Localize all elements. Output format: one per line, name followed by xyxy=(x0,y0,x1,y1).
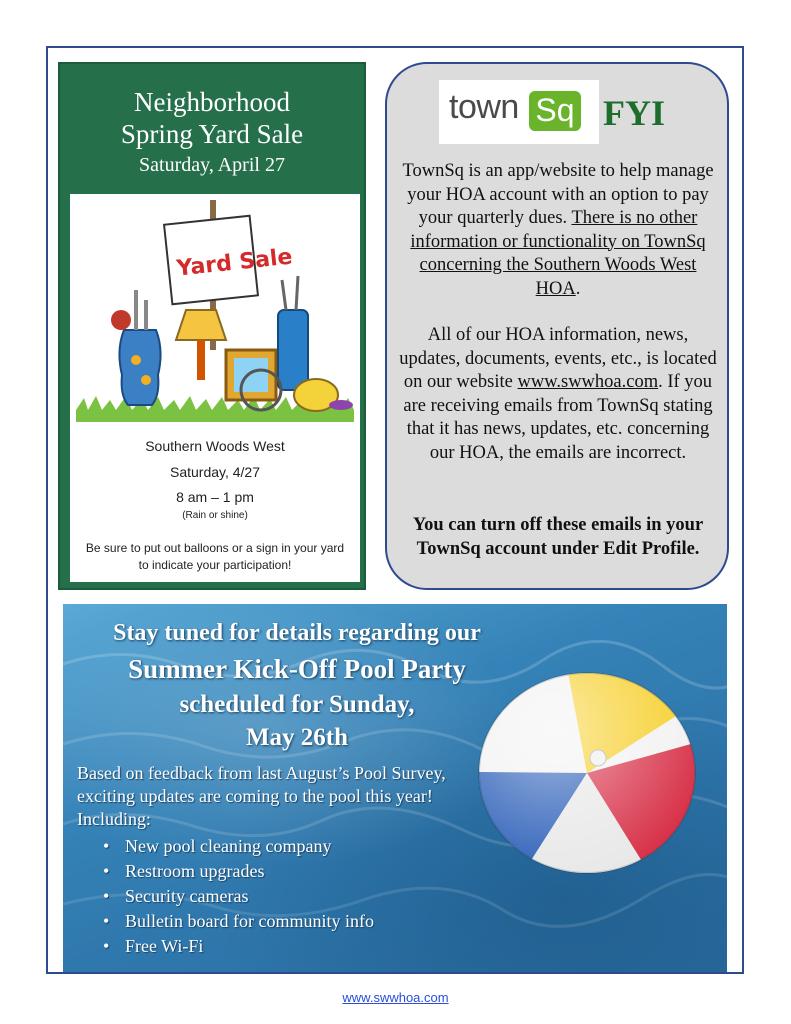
lamp-shade xyxy=(176,310,226,340)
townsq-panel xyxy=(385,62,729,590)
pool-heading-line1: Stay tuned for details regarding our xyxy=(113,620,481,646)
yard-sale-title xyxy=(60,86,364,150)
yard-sale-title-line2: Spring Yard Sale xyxy=(120,119,304,149)
pool-updates-list xyxy=(103,834,374,959)
picture-inner xyxy=(234,358,268,392)
townsq-paragraph-3: You can turn off these emails in your TownSq account under Edit Profile. xyxy=(412,515,704,559)
flyer-day: Saturday, 4/27 xyxy=(169,464,261,480)
golf-bag xyxy=(278,310,308,390)
pool-party-panel xyxy=(63,604,727,972)
flyer-note: Be sure to put out balloons or a sign in your yard to indicate your participation! xyxy=(85,541,345,572)
fyi-heading: FYI xyxy=(603,93,665,133)
golf-club xyxy=(296,276,298,310)
golf-club xyxy=(282,280,286,310)
lamp-base xyxy=(197,340,205,380)
pan xyxy=(329,400,353,410)
townsq-paragraph-1 xyxy=(397,160,719,301)
yard-sale-flyer xyxy=(70,194,360,582)
flyer-community: Southern Woods West xyxy=(145,438,285,454)
flyer-time: 8 am – 1 pm xyxy=(176,489,254,505)
pool-heading-line2: Summer Kick-Off Pool Party xyxy=(128,654,466,684)
list-item: • New pool cleaning company xyxy=(103,834,374,859)
vase-dot xyxy=(131,355,141,365)
vase-dot xyxy=(141,375,151,385)
townsq-logo-text: town xyxy=(449,88,519,126)
townsq-p1-period: . xyxy=(575,278,581,299)
townsq-logo-sq: Sq xyxy=(529,91,581,131)
sign-text: Yard Sale xyxy=(175,244,294,282)
tool-handle xyxy=(134,290,138,330)
yard-sale-date: Saturday, April 27 xyxy=(139,154,285,176)
website-link[interactable]: www.swwhoa.com xyxy=(517,372,659,392)
ball-cap xyxy=(590,750,606,766)
vase-shape xyxy=(119,330,160,405)
yard-sale-illustration xyxy=(76,200,354,422)
toy-ball xyxy=(111,310,131,330)
townsq-p2-rest: . If you are receiving emails from TownSq stating that it has news, updates, etc. concerning our HOA, the emails are incorrect. xyxy=(403,372,713,463)
footer-website-link[interactable]: www.swwhoa.com xyxy=(342,990,449,1005)
flyer-weather: (Rain or shine) xyxy=(182,510,248,521)
yard-sale-title-line1: Neighborhood xyxy=(134,87,290,117)
townsq-paragraph-2 xyxy=(397,324,719,465)
townsq-logo xyxy=(439,80,599,144)
pool-heading-line3: scheduled for Sunday, xyxy=(179,691,415,718)
pool-body-text: Based on feedback from last August’s Pool Survey, exciting updates are coming to the pool this year! Including: xyxy=(77,763,446,829)
townsq-p1-underlined: There is no other information or functionality on TownSq concerning the Southern Woods West HOA xyxy=(410,208,706,299)
list-item: • Restroom upgrades xyxy=(103,859,374,884)
list-item: • Bulletin board for community info xyxy=(103,909,374,934)
tool-handle xyxy=(144,300,148,330)
townsq-p2-text: All of our HOA information, news, updates, documents, events, etc., is located on our website xyxy=(399,325,717,392)
list-item: • Security cameras xyxy=(103,884,374,909)
townsq-p1-text: TownSq is an app/website to help manage your HOA account with an option to pay your quarterly dues. xyxy=(402,161,714,228)
pool-heading-line4: May 26th xyxy=(245,724,349,751)
yard-sale-panel xyxy=(58,62,366,590)
list-item: • Free Wi-Fi xyxy=(103,934,374,959)
